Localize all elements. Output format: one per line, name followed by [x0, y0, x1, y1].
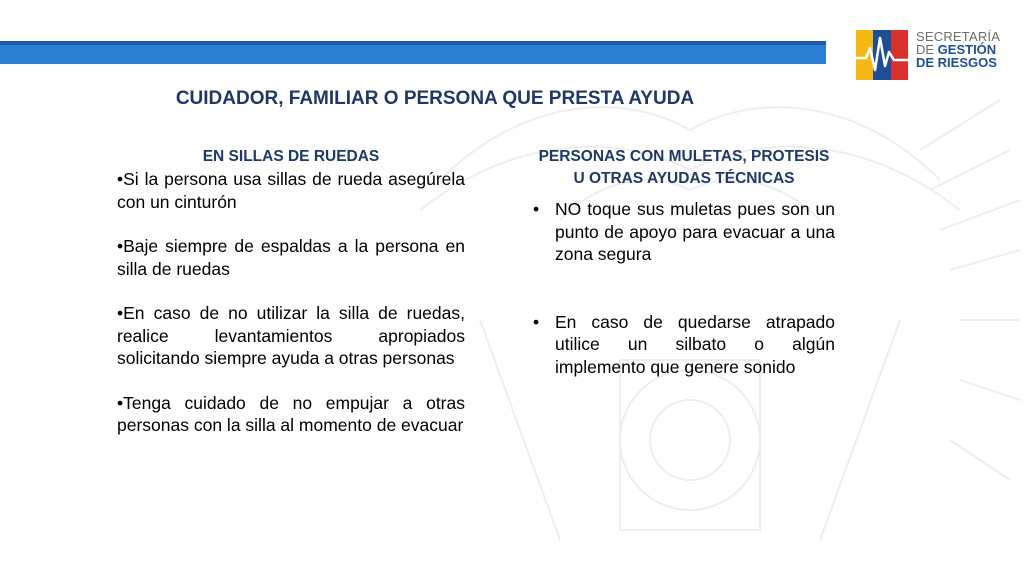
logo-text	[916, 30, 1000, 69]
logo	[856, 30, 1016, 80]
left-column-heading: EN SILLAS DE RUEDAS	[202, 148, 380, 165]
right-bullet-text: En caso de quedarse atrapado utilice un silbato o algún implemento que genere sonido	[555, 311, 835, 377]
left-bullet-item: •Baje siempre de espaldas a la persona en silla de ruedas	[117, 236, 465, 279]
header-bar	[0, 45, 826, 64]
bullet-icon: •	[533, 311, 540, 332]
right-column	[533, 146, 835, 378]
left-bullet-item: •En caso de no utilizar la silla de ruedas, realice levantamientos apropiados solicitando siempre ayuda a otras personas	[117, 303, 465, 368]
right-bullet-item	[533, 198, 835, 266]
left-bullet-item: •Tenga cuidado de no empujar a otras personas con la silla al momento de evacuar	[117, 392, 465, 435]
slide-title: CUIDADOR, FAMILIAR O PERSONA QUE PRESTA AYUDA	[175, 88, 695, 109]
left-column	[117, 146, 465, 459]
right-bullet-text: NO toque sus muletas pues son un punto de apoyo para evacuar a una zona segura	[555, 199, 835, 264]
logo-pulse-icon	[856, 30, 908, 80]
logo-line-1: SECRETARÍA	[916, 29, 1001, 44]
left-bullet-item: •Si la persona usa sillas de rueda asegúrela con un cinturón	[117, 169, 465, 212]
right-bullet-item	[533, 311, 835, 379]
right-column-heading: PERSONAS CON MULETAS, PROTESIS U OTRAS AYUDAS TÉCNICAS	[538, 148, 830, 187]
bullet-icon: •	[533, 199, 540, 219]
logo-line-3: DE RIESGOS	[916, 55, 997, 70]
logo-line-2: DE GESTIÓN	[916, 42, 997, 57]
